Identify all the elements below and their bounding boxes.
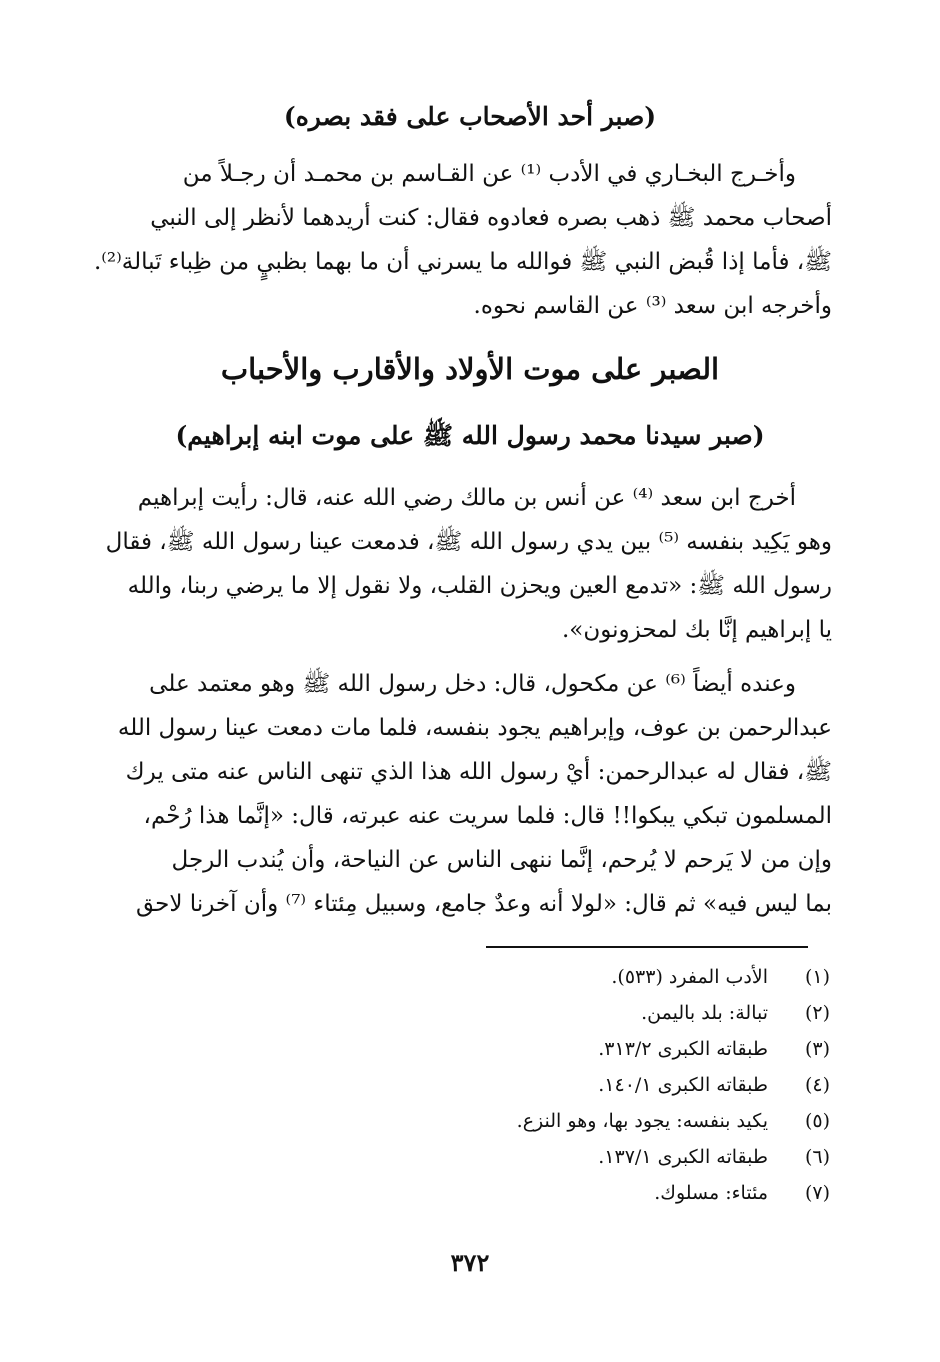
footnote-number: (٥) bbox=[804, 1110, 830, 1132]
footnote-text: يكيد بنفسه: يجود بها، وهو النزع. bbox=[516, 1110, 768, 1132]
section-heading-ibrahim: (صبر سيدنا محمد رسول الله ﷺ على موت ابنه إبراهيم) bbox=[175, 421, 765, 450]
paragraph-line: ﷺ، فقال له عبدالرحمن: أيْ رسول الله هذا الذي تنهى الناس عنه متى يرك bbox=[125, 759, 832, 785]
footnote-number: (٣) bbox=[804, 1038, 830, 1060]
footnote-item bbox=[310, 1074, 830, 1110]
footnote-text: مئتاء: مسلوك. bbox=[654, 1182, 768, 1204]
paragraph-line: وعنده أيضاً ⁽⁶⁾ عن مكحول، قال: دخل رسول الله ﷺ وهو معتمد على bbox=[149, 671, 796, 697]
section-heading-companion: (صبر أحد الأصحاب على فقد بصره) bbox=[283, 102, 657, 131]
footnote-number: (٧) bbox=[804, 1182, 830, 1204]
footnote-item bbox=[310, 1110, 830, 1146]
footnote-number: (٢) bbox=[804, 1002, 830, 1024]
paragraph-line: وأخـرج البخـاري في الأدب ⁽¹⁾ عن القـاسم بن محمـد أن رجـلاً من bbox=[182, 161, 796, 187]
paragraph-line: المسلمون تبكي يبكوا!! قال: فلما سريت عنه عبرته، قال: «إنَّما هذا رُحْم، bbox=[143, 803, 832, 829]
footnote-item bbox=[310, 1038, 830, 1074]
footnote-divider bbox=[486, 946, 808, 948]
paragraph-line: يا إبراهيم إنَّا بك لمحزونون». bbox=[562, 617, 832, 643]
footnotes-list bbox=[310, 966, 830, 1218]
paragraph-line: أصحاب محمد ﷺ ذهب بصره فعادوه فقال: كنت أريدهما لأنظر إلى النبي bbox=[150, 205, 832, 231]
paragraph-line: وهو يَكِيد بنفسه ⁽⁵⁾ بين يدي رسول الله ﷺ، فدمعت عينا رسول الله ﷺ، فقال bbox=[105, 529, 832, 555]
footnote-text: الأدب المفرد (٥٣٣). bbox=[611, 966, 768, 988]
footnote-item bbox=[310, 966, 830, 1002]
footnote-number: (١) bbox=[804, 966, 830, 988]
chapter-heading-patience: الصبر على موت الأولاد والأقارب والأحباب bbox=[220, 352, 720, 386]
paragraph-anas-report bbox=[105, 476, 832, 652]
paragraph-makhul-report bbox=[112, 662, 832, 926]
paragraph-line: بما ليس فيه» ثم قال: «لولا أنه وعدٌ جامع، وسبيل مِئتاء ⁽⁷⁾ وأن آخرنا لاحق bbox=[135, 891, 832, 917]
paragraph-line: أخرج ابن سعد ⁽⁴⁾ عن أنس بن مالك رضي الله عنه، قال: رأيت إبراهيم bbox=[137, 485, 796, 511]
footnote-text: طبقاته الكبرى ١٣٧/١. bbox=[598, 1146, 768, 1168]
footnote-number: (٤) bbox=[804, 1074, 830, 1096]
paragraph-line: وإن من لا يَرحم لا يُرحم، إنَّما ننهى الناس عن النياحة، وأن يُندب الرجل bbox=[171, 847, 832, 873]
footnote-text: تبالة: بلد باليمن. bbox=[641, 1002, 768, 1024]
footnote-item bbox=[310, 1182, 830, 1218]
footnote-text: طبقاته الكبرى ٣١٣/٢. bbox=[598, 1038, 768, 1060]
footnote-text: طبقاته الكبرى ١٤٠/١. bbox=[598, 1074, 768, 1096]
footnote-item bbox=[310, 1146, 830, 1182]
footnote-number: (٦) bbox=[804, 1146, 830, 1168]
paragraph-line: رسول الله ﷺ: «تدمع العين ويحزن القلب، ولا نقول إلا ما يرضي ربنا، والله bbox=[127, 573, 832, 599]
paragraph-companion-sight bbox=[93, 152, 832, 328]
paragraph-line: ﷺ، فأما إذا قُبض النبي ﷺ فوالله ما يسرني أن ما بهما بظبيٍ من ظِباء تَبالة⁽²⁾. bbox=[93, 249, 832, 275]
page-number: ٣٧٢ bbox=[450, 1248, 490, 1277]
paragraph-line: عبدالرحمن بن عوف، وإبراهيم يجود بنفسه، فلما مات دمعت عينا رسول الله bbox=[117, 715, 832, 741]
footnote-item bbox=[310, 1002, 830, 1038]
paragraph-line: وأخرجه ابن سعد ⁽³⁾ عن القاسم نحوه. bbox=[473, 293, 832, 319]
